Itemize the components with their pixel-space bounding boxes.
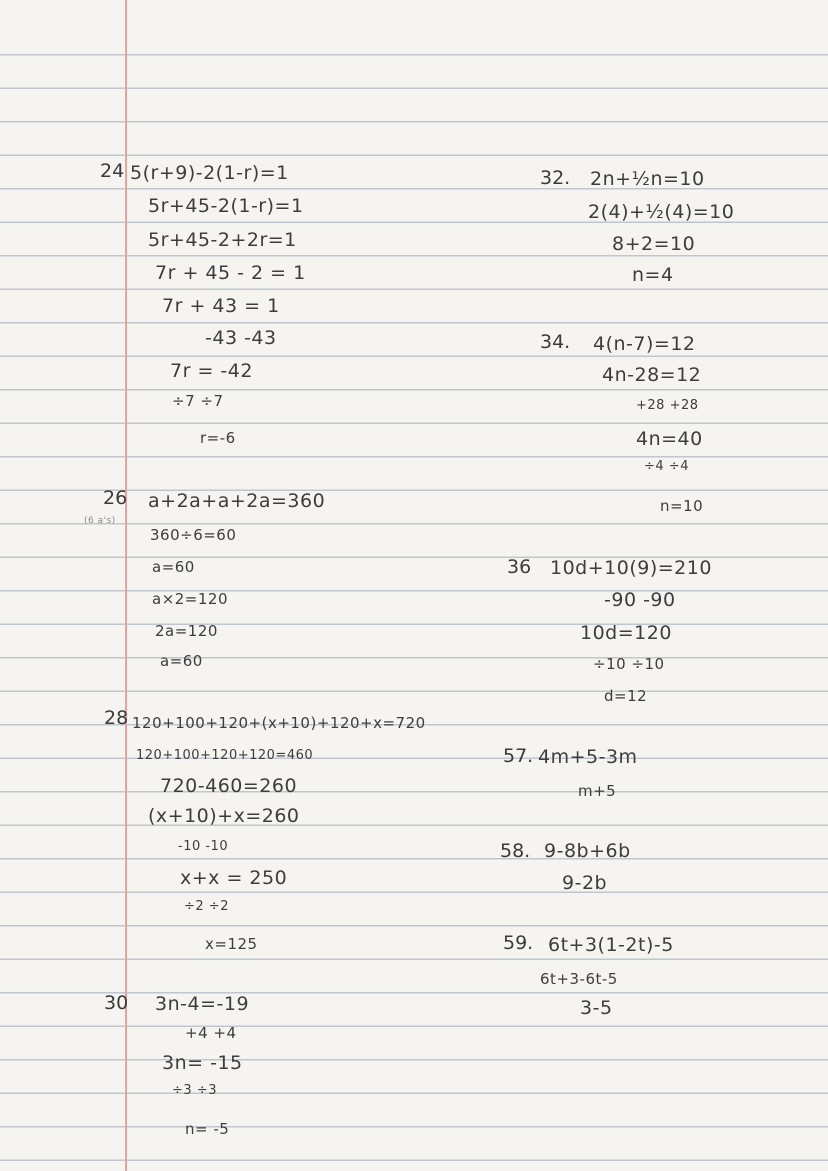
p59-line: 3-5 <box>580 997 613 1019</box>
p26-note: (6 a's) <box>84 516 116 526</box>
p28-line: 720-460=260 <box>160 775 298 797</box>
p58-line: 9-2b <box>562 872 608 894</box>
p34-line: 4(n-7)=12 <box>593 333 696 355</box>
problem-36-number: 36 <box>507 556 532 578</box>
p57-line: 4m+5-3m <box>538 746 638 768</box>
problem-30-number: 30 <box>104 992 129 1014</box>
p26-line: 2a=120 <box>155 622 218 640</box>
p32-line: 2n+½n=10 <box>590 168 705 190</box>
p30-line: ÷3 ÷3 <box>172 1083 217 1098</box>
p36-line: 10d=120 <box>580 622 672 644</box>
problem-32-number: 32. <box>540 167 571 189</box>
p30-line: 3n= -15 <box>162 1052 243 1074</box>
p28-line: ÷2 ÷2 <box>184 899 229 914</box>
p24-line: r=-6 <box>200 429 236 447</box>
p26-line: a+2a+a+2a=360 <box>148 490 326 512</box>
p30-line: +4 +4 <box>185 1024 237 1042</box>
p24-line: 7r + 43 = 1 <box>162 295 280 317</box>
p58-line: 9-8b+6b <box>544 840 631 862</box>
problem-26-number: 26 <box>103 487 128 509</box>
p34-line: +28 +28 <box>636 398 699 413</box>
p24-line: 5(r+9)-2(1-r)=1 <box>130 162 289 184</box>
p26-line: a×2=120 <box>152 590 229 608</box>
p26-line: a=60 <box>152 558 195 576</box>
p36-line: ÷10 ÷10 <box>593 655 665 673</box>
p57-line: m+5 <box>578 782 617 800</box>
p36-line: 10d+10(9)=210 <box>550 557 712 579</box>
p26-line: 360÷6=60 <box>150 526 237 544</box>
p32-line: n=4 <box>632 264 674 286</box>
p30-line: n= -5 <box>185 1120 230 1138</box>
p32-line: 2(4)+½(4)=10 <box>588 201 735 223</box>
p28-line: (x+10)+x=260 <box>148 805 300 827</box>
p59-line: 6t+3(1-2t)-5 <box>548 934 674 956</box>
p28-line: x+x = 250 <box>180 867 288 889</box>
p36-line: d=12 <box>604 687 648 705</box>
p24-line: 7r = -42 <box>170 360 253 382</box>
problem-57-number: 57. <box>503 745 534 767</box>
p34-line: 4n-28=12 <box>602 364 702 386</box>
problem-24-number: 24 <box>100 160 125 182</box>
p24-line: 7r + 45 - 2 = 1 <box>155 262 306 284</box>
p34-line: 4n=40 <box>636 428 703 450</box>
p32-line: 8+2=10 <box>612 233 696 255</box>
p28-line: 120+100+120+120=460 <box>136 748 314 763</box>
problem-34-number: 34. <box>540 331 571 353</box>
p30-line: 3n-4=-19 <box>155 993 250 1015</box>
p34-line: ÷4 ÷4 <box>644 459 689 474</box>
p24-line: -43 -43 <box>205 327 277 349</box>
p26-line: a=60 <box>160 652 203 670</box>
problem-28-number: 28 <box>104 707 129 729</box>
p24-line: 5r+45-2(1-r)=1 <box>148 195 304 217</box>
p28-line: 120+100+120+(x+10)+120+x=720 <box>132 714 426 732</box>
p28-line: -10 -10 <box>178 839 229 854</box>
p28-line: x=125 <box>205 935 258 953</box>
p34-line: n=10 <box>660 497 704 515</box>
problem-59-number: 59. <box>503 932 534 954</box>
problem-58-number: 58. <box>500 840 531 862</box>
p24-line: 5r+45-2+2r=1 <box>148 229 297 251</box>
p59-line: 6t+3-6t-5 <box>540 970 618 988</box>
p24-line: ÷7 ÷7 <box>172 392 224 410</box>
p36-line: -90 -90 <box>604 589 676 611</box>
